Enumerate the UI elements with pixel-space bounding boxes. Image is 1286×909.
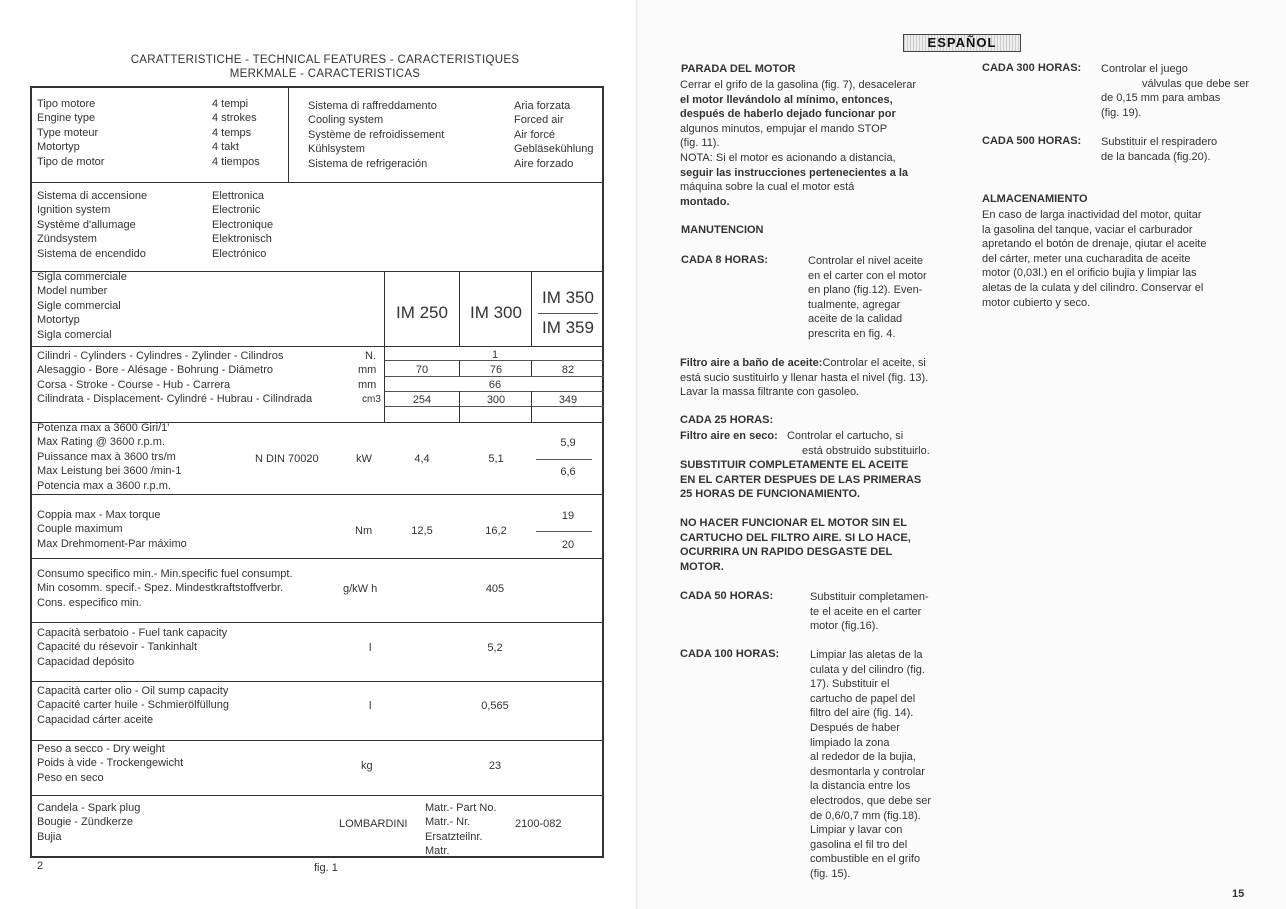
cylinders-unit: N. [365, 350, 376, 362]
torque-250: 12,5 [411, 525, 433, 537]
stroke-unit: mm [358, 379, 377, 391]
model-labels: Sigla commerciale Model number Sigle commercial Motortyp Sigla comercial [37, 271, 127, 341]
almac-title: ALMACENAMIENTO [982, 193, 1088, 205]
model-im250: IM 250 [396, 303, 448, 322]
power-unit: kW [356, 453, 372, 465]
oil-unit: l [369, 700, 372, 712]
bore-250: 70 [415, 364, 429, 376]
cada25-label: CADA 25 HORAS: [680, 414, 774, 426]
displacement-300: 300 [486, 394, 506, 406]
left-page [0, 0, 640, 909]
cada300-text: Controlar el juego válvulas que debe ser de 0,15 mm para ambas (fig. 19). [1101, 63, 1249, 119]
cada50-label: CADA 50 HORAS: [680, 590, 774, 602]
model-im350: IM 350 [542, 288, 594, 307]
spark-part-labels: Matr.- Part No. Matr.- Nr. Ersatzteilnr. Matr. [425, 802, 497, 858]
consumption-unit: g/kW h [343, 583, 378, 595]
cada8-text: Controlar el nivel aceite en el carter con el motor en plano (fig.12). Even- tualmente, agregar aceite de la calidad prescrita en fig. 4. [808, 255, 927, 340]
spec-title-line1: CARATTERISTICHE - TECHNICAL FEATURES - CARACTERISTIQUES [130, 54, 520, 66]
cada100-text: Limpiar las aletas de la culata y del cilindro (fig. 17). Substituir el cartucho de papel del filtro del aire (fig. 14). Después de haber limpiado la zona al rededor de la bujia, desmontarla y controlar la distancia entre los electrodos, que debe ser de 0,6/0,7 mm (fig.18). Limpiar y lavar con gasolina el fil tro del combustible en el grifo (fig. 15). [810, 649, 932, 880]
model-im359: IM 359 [542, 318, 594, 337]
power-359: 6,6 [560, 466, 576, 478]
engine-type-labels: Tipo motore Engine type Type moteur Motortyp Tipo de motor [37, 98, 105, 168]
spec-table [30, 86, 604, 858]
power-300: 5,1 [488, 453, 504, 465]
power-norm: N DIN 70020 [255, 453, 319, 465]
cylinders-labels: Cilindri - Cylinders - Cylindres - Zylinder - Cilindros Alesaggio - Bore - Alésage - Bohrung - Diámetro Corsa - Stroke - Course - Hub - Carrera Cilindrata - Displacement- Cylindré - Hubrau - Cilindrada [37, 350, 313, 406]
torque-labels: Coppia max - Max torque Couple maximum Max Drehmoment-Par máximo [37, 509, 187, 550]
torque-300: 16,2 [485, 525, 507, 537]
oil-labels: Capacità carter olio - Oil sump capacity Capacité carter huile - Schmierölfüllung Capacidad cárter aceite [37, 685, 229, 726]
consumption-labels: Consumo specifico min.- Min.specific fuel consumpt. Min cosomm. specif.- Spez. Mindestkraftstoffverbr. Cons. especifico min. [37, 568, 293, 609]
torque-unit: Nm [355, 525, 373, 537]
manutencion-title: MANUTENCION [681, 224, 764, 236]
bore-unit: mm [358, 364, 377, 376]
section-tag: ESPAÑOL [903, 34, 1021, 52]
cada8-label: CADA 8 HORAS: [681, 254, 768, 266]
parada-text: Cerrar el grifo de la gasolina (fig. 7), desacelerar el motor llevándolo al mínimo, entonces, después de haberlo dejado funcionar por algunos minutos, empujar el mando STOP (fig. 11). NOTA: Si el motor es acionando a distancia, seguir las instrucciones pertenecientes a la máquina sobre la cual el motor está montado. [680, 79, 917, 208]
filtro-bano-label: Filtro aire a baño de aceite: [680, 357, 823, 369]
bore-350: 82 [561, 364, 575, 376]
displacement-350: 349 [558, 394, 578, 406]
parada-title: PARADA DEL MOTOR [681, 63, 796, 75]
filtro-seco-text: Filtro aire en seco: Controlar el cartucho, si está obstruido substituirlo. [680, 430, 930, 457]
substituir-note: SUBSTITUIR COMPLETAMENTE EL ACEITE EN EL CARTER DESPUES DE LAS PRIMERAS 25 HORAS DE FUNCIONAMIENTO. [680, 459, 922, 501]
cada500-text: Substituir el respiradero de la bancada (fig.20). [1101, 136, 1218, 163]
spec-title-line2: MERKMALE - CARACTERISTICAS [229, 68, 421, 80]
bore-300: 76 [489, 364, 503, 376]
cada300-label: CADA 300 HORAS: [982, 62, 1082, 74]
displacement-unit: cm3 [362, 394, 381, 405]
filtro-bano-text: Filtro aire a baño de aceite:Controlar el aceite, si está sucio sustituirlo y llenar hasta el nivel (fig. 13). Lavar la massa filtrante con gasoleo. [680, 357, 929, 399]
power-labels: Potenza max a 3600 Giri/1' Max Rating @ 3600 r.p.m. Puissance max à 3600 trs/m Max Leistung bei 3600 /min-1 Potencia max a 3600 r.p.m. [37, 422, 182, 492]
spark-brand: LOMBARDINI [339, 818, 408, 830]
almac-text: En caso de larga inactividad del motor, quitar la gasolina del tanque, vaciar el carburador apretando el botón de drenaje, qiutar el aceite del cárter, meter una cucharadita de aceite motor (0,03l.) en el orificio bujia y limpiar las aletas de la culata y del cilindro. Conservar el motor cubierto y seco. [982, 209, 1207, 309]
torque-350: 19 [561, 510, 575, 522]
power-250: 4,4 [414, 453, 430, 465]
consumption-value: 405 [485, 583, 505, 595]
cada500-label: CADA 500 HORAS: [982, 135, 1082, 147]
tank-labels: Capacità serbatoio - Fuel tank capacity Capacité du résevoir - Tankinhalt Capacidad depósito [37, 627, 228, 668]
cooling-labels: Sistema di raffreddamento Cooling system Système de refroidissement Kühlsystem Sistema de refrigeración [308, 100, 445, 170]
stroke-value: 66 [488, 379, 502, 391]
weight-labels: Peso a secco - Dry weight Poids à vide - Trockengewicht Peso en seco [37, 743, 184, 784]
spark-part-number: 2100-082 [515, 818, 562, 830]
power-350: 5,9 [560, 437, 576, 449]
tank-unit: l [369, 642, 372, 654]
tank-value: 5,2 [487, 642, 503, 654]
filtro-seco-label: Filtro aire en seco: [680, 430, 778, 442]
cylinders-value: 1 [491, 349, 499, 361]
engine-type-values: 4 tempi 4 strokes 4 temps 4 takt 4 tiempos [212, 98, 260, 168]
torque-359: 20 [561, 539, 575, 551]
ignition-values: Elettronica Electronic Electronique Elektronisch Electrónico [212, 190, 274, 260]
weight-unit: kg [361, 760, 373, 772]
ignition-labels: Sistema di accensione Ignition system Système d'allumage Zündsystem Sistema de encendido [37, 190, 148, 260]
page-number-left: 2 [37, 860, 44, 872]
model-im300: IM 300 [470, 303, 522, 322]
cada100-label: CADA 100 HORAS: [680, 648, 780, 660]
no-hacer-note: NO HACER FUNCIONAR EL MOTOR SIN EL CARTUCHO DEL FILTRO AIRE. SI LO HACE, OCURRIRA UN RAPIDO DESGASTE DEL MOTOR. [680, 517, 911, 573]
weight-value: 23 [488, 760, 502, 772]
cooling-values: Aria forzata Forced air Air forcé Gebläsekühlung Aire forzado [514, 100, 594, 170]
fig-caption: fig. 1 [314, 862, 338, 874]
page-number-right: 15 [1232, 888, 1245, 900]
spark-labels: Candela - Spark plug Bougie - Zündkerze Bujia [37, 802, 141, 843]
cada50-text: Substituir completamen- te el aceite en el carter motor (fig.16). [810, 591, 929, 633]
displacement-250: 254 [412, 394, 432, 406]
oil-value: 0,565 [481, 700, 509, 712]
